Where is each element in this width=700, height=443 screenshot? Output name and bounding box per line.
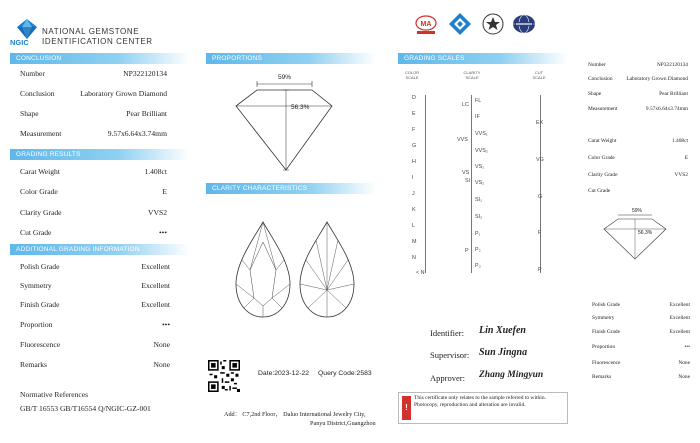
color-scale-item: L: [412, 223, 415, 229]
summary-fluorescence-value: None: [678, 360, 690, 366]
summary-finish-label: Finish Grade: [592, 329, 620, 335]
summary-conclusion-label: Conclusion: [588, 76, 613, 82]
svg-text:MA: MA: [420, 21, 432, 28]
cut-scale-header-line2: SCALE: [532, 75, 546, 80]
summary-shape-label: Shape: [588, 91, 602, 97]
clarity-group: P: [465, 248, 469, 254]
qr-code[interactable]: [208, 360, 240, 392]
clarity-subgrade: VVS₂: [475, 148, 488, 154]
proportions-diagram: [224, 70, 344, 180]
notice-text: This certificate only relates to the sample referred to within. Photocopy, reproduction and alteration are invalid.: [414, 395, 546, 408]
clarity-plot-pavilion: [296, 220, 358, 320]
conclusion-label: Conclusion: [20, 89, 55, 98]
color-scale-header-line1: COLOR: [404, 70, 420, 75]
clarity-subgrade: IF: [475, 114, 480, 120]
summary-conclusion-value: Laboratory Grown Diamond: [626, 76, 688, 82]
clarity-scale-line: [471, 95, 472, 273]
grading-results-banner: GRADING RESULTS: [10, 149, 190, 160]
number-value: NP322120134: [123, 69, 167, 78]
clarity-subgrade: FL: [475, 98, 482, 104]
approver-label: Approver:: [430, 373, 465, 383]
depth-percentage: 56.3%: [291, 104, 310, 111]
shape-label: Shape: [20, 109, 39, 118]
clarity-subgrade: SI₂: [475, 214, 483, 220]
clarity-subgrade: P₃: [475, 263, 481, 269]
references-text: GB/T 16553 GB/T16554 Q/NGIC-GZ-001: [20, 404, 151, 413]
summary-polish-value: Excellent: [669, 302, 690, 308]
diamond-accreditation-logo: [448, 12, 472, 36]
clarity-scale-header-line1: CLARITY: [463, 70, 481, 75]
summary-finish-value: Excellent: [669, 329, 690, 335]
cut-value: •••: [159, 228, 167, 237]
color-scale-item: G: [412, 143, 417, 149]
cut-scale-header: [524, 70, 554, 80]
proportion-label: Proportion: [20, 320, 53, 329]
conclusion-banner: CONCLUSION: [10, 53, 190, 64]
approver-signature: Zhang Mingyun: [479, 370, 544, 380]
notice-box: [398, 392, 568, 424]
proportion-value: •••: [162, 320, 170, 329]
table-percentage: 59%: [278, 74, 292, 81]
summary-measurement-label: Measurement: [588, 106, 618, 112]
issue-date: Date:2023-12-22: [258, 370, 310, 377]
cut-scale-header-line1: CUT: [534, 70, 544, 75]
additional-banner: ADDITIONAL GRADING INFORMATION: [10, 244, 190, 255]
measurement-label: Measurement: [20, 129, 62, 138]
finish-label: Finish Grade: [20, 300, 60, 309]
polish-value: Excellent: [141, 262, 170, 271]
fluorescence-label: Fluorescence: [20, 340, 61, 349]
clarity-characteristics-banner: CLARITY CHARACTERISTICS: [206, 183, 376, 194]
clarity-group: VS: [462, 170, 470, 176]
summary-shape-value: Pear Brilliant: [659, 91, 688, 97]
summary-number-label: Number: [588, 62, 606, 68]
cut-scale-item: P: [538, 267, 542, 273]
summary-number-value: NP322120134: [656, 62, 688, 68]
summary-table-percentage: 59%: [632, 208, 643, 214]
identifier-label: Identifier:: [430, 328, 464, 338]
color-scale-item: I: [412, 175, 414, 181]
ngic-logo: [16, 18, 38, 40]
proportions-banner: PROPORTIONS: [206, 53, 376, 64]
clarity-group-si: SI: [465, 178, 471, 184]
summary-proportions-diagram: [594, 207, 676, 267]
clarity-group: LC: [462, 102, 469, 108]
clarity-subgrade: SI₁: [475, 197, 482, 203]
carat-label: Carat Weight: [20, 167, 60, 176]
summary-remarks-value: None: [678, 374, 690, 380]
color-scale-item: J: [412, 191, 415, 197]
clarity-label: Clarity Grade: [20, 208, 62, 217]
grading-scales-banner: GRADING SCALES: [398, 53, 568, 64]
clarity-subgrade: P₂: [475, 247, 481, 253]
references-title: Normative References: [20, 390, 89, 399]
globe-accreditation-logo: [512, 13, 536, 35]
color-scale-item: < N: [416, 270, 425, 276]
fluorescence-value: None: [153, 340, 170, 349]
cut-scale-item: VG: [536, 157, 544, 163]
remarks-label: Remarks: [20, 360, 47, 369]
summary-carat-label: Carat Weight: [588, 138, 617, 144]
summary-polish-label: Polish Grade: [592, 302, 620, 308]
summary-symmetry-label: Symmetry: [592, 315, 615, 321]
color-scale-header-line2: SCALE: [405, 75, 419, 80]
summary-proportion-label: Proportion: [592, 344, 616, 350]
summary-color-label: Color Grade: [588, 155, 615, 161]
address-line1: Add： C7,2nd Floor， Daluo International Jewelry City,: [224, 411, 366, 418]
query-code: Query Code:2583: [318, 370, 372, 377]
summary-remarks-label: Remarks: [592, 374, 612, 380]
clarity-scale-header-line2: SCALE: [465, 75, 479, 80]
clarity-subgrade: P₁: [475, 231, 481, 237]
symmetry-label: Symmetry: [20, 281, 52, 290]
star-accreditation-logo: [481, 12, 505, 36]
warning-icon: !: [402, 396, 411, 420]
color-value: E: [162, 187, 167, 196]
cut-label: Cut Grade: [20, 228, 52, 237]
summary-carat-value: 1.408ct: [671, 138, 688, 144]
color-scale-item: H: [412, 159, 416, 165]
color-scale-item: M: [412, 239, 417, 245]
shape-value: Pear Brilliant: [126, 109, 167, 118]
remarks-value: None: [153, 360, 170, 369]
symmetry-value: Excellent: [141, 281, 170, 290]
clarity-plot-crown: [232, 220, 294, 320]
clarity-scale-header: [457, 70, 487, 80]
summary-symmetry-value: Excellent: [669, 315, 690, 321]
clarity-group: VVS: [457, 137, 468, 143]
polish-label: Polish Grade: [20, 262, 60, 271]
summary-cut-label: Cut Grade: [588, 188, 611, 194]
supervisor-label: Supervisor:: [430, 350, 470, 360]
summary-depth-percentage: 56.3%: [638, 230, 653, 236]
cma-accreditation-logo: [414, 14, 438, 36]
color-scale-header: [400, 70, 424, 80]
center-title-line1: NATIONAL GEMSTONE: [42, 27, 140, 36]
cut-scale-item: F: [538, 230, 542, 236]
color-scale-item: N: [412, 255, 416, 261]
clarity-subgrade: VS₂: [475, 180, 485, 186]
clarity-subgrade: VVS₁: [475, 131, 488, 137]
cut-scale-item: G: [538, 194, 543, 200]
measurement-value: 9.57x6.64x3.74mm: [107, 129, 167, 138]
color-label: Color Grade: [20, 187, 58, 196]
finish-value: Excellent: [141, 300, 170, 309]
summary-measurement-value: 9.57x6.64x3.74mm: [645, 106, 688, 112]
summary-color-value: E: [684, 155, 688, 161]
summary-clarity-label: Clarity Grade: [588, 172, 618, 178]
clarity-value: VVS2: [148, 208, 167, 217]
color-scale-item: K: [412, 207, 416, 213]
color-scale-item: D: [412, 95, 416, 101]
number-label: Number: [20, 69, 45, 78]
summary-fluorescence-label: Fluorescence: [592, 360, 621, 366]
color-scale-line: [425, 95, 426, 273]
color-scale-item: E: [412, 111, 416, 117]
color-scale-item: F: [412, 127, 416, 133]
supervisor-signature: Sun Jingna: [479, 347, 528, 358]
center-title-line2: IDENTIFICATION CENTER: [42, 37, 153, 46]
carat-value: 1.408ct: [144, 167, 167, 176]
summary-proportion-value: •••: [684, 344, 690, 350]
summary-clarity-value: VVS2: [674, 172, 688, 178]
clarity-subgrade: VS₁: [475, 164, 485, 170]
address-line2: Panyu District,Guangzhou: [310, 420, 376, 427]
cut-scale-item: EX: [536, 120, 544, 126]
conclusion-value: Laboratory Grown Diamond: [80, 89, 167, 98]
logo-text: NGIC: [10, 38, 29, 47]
identifier-signature: Lin Xuefen: [479, 325, 526, 336]
